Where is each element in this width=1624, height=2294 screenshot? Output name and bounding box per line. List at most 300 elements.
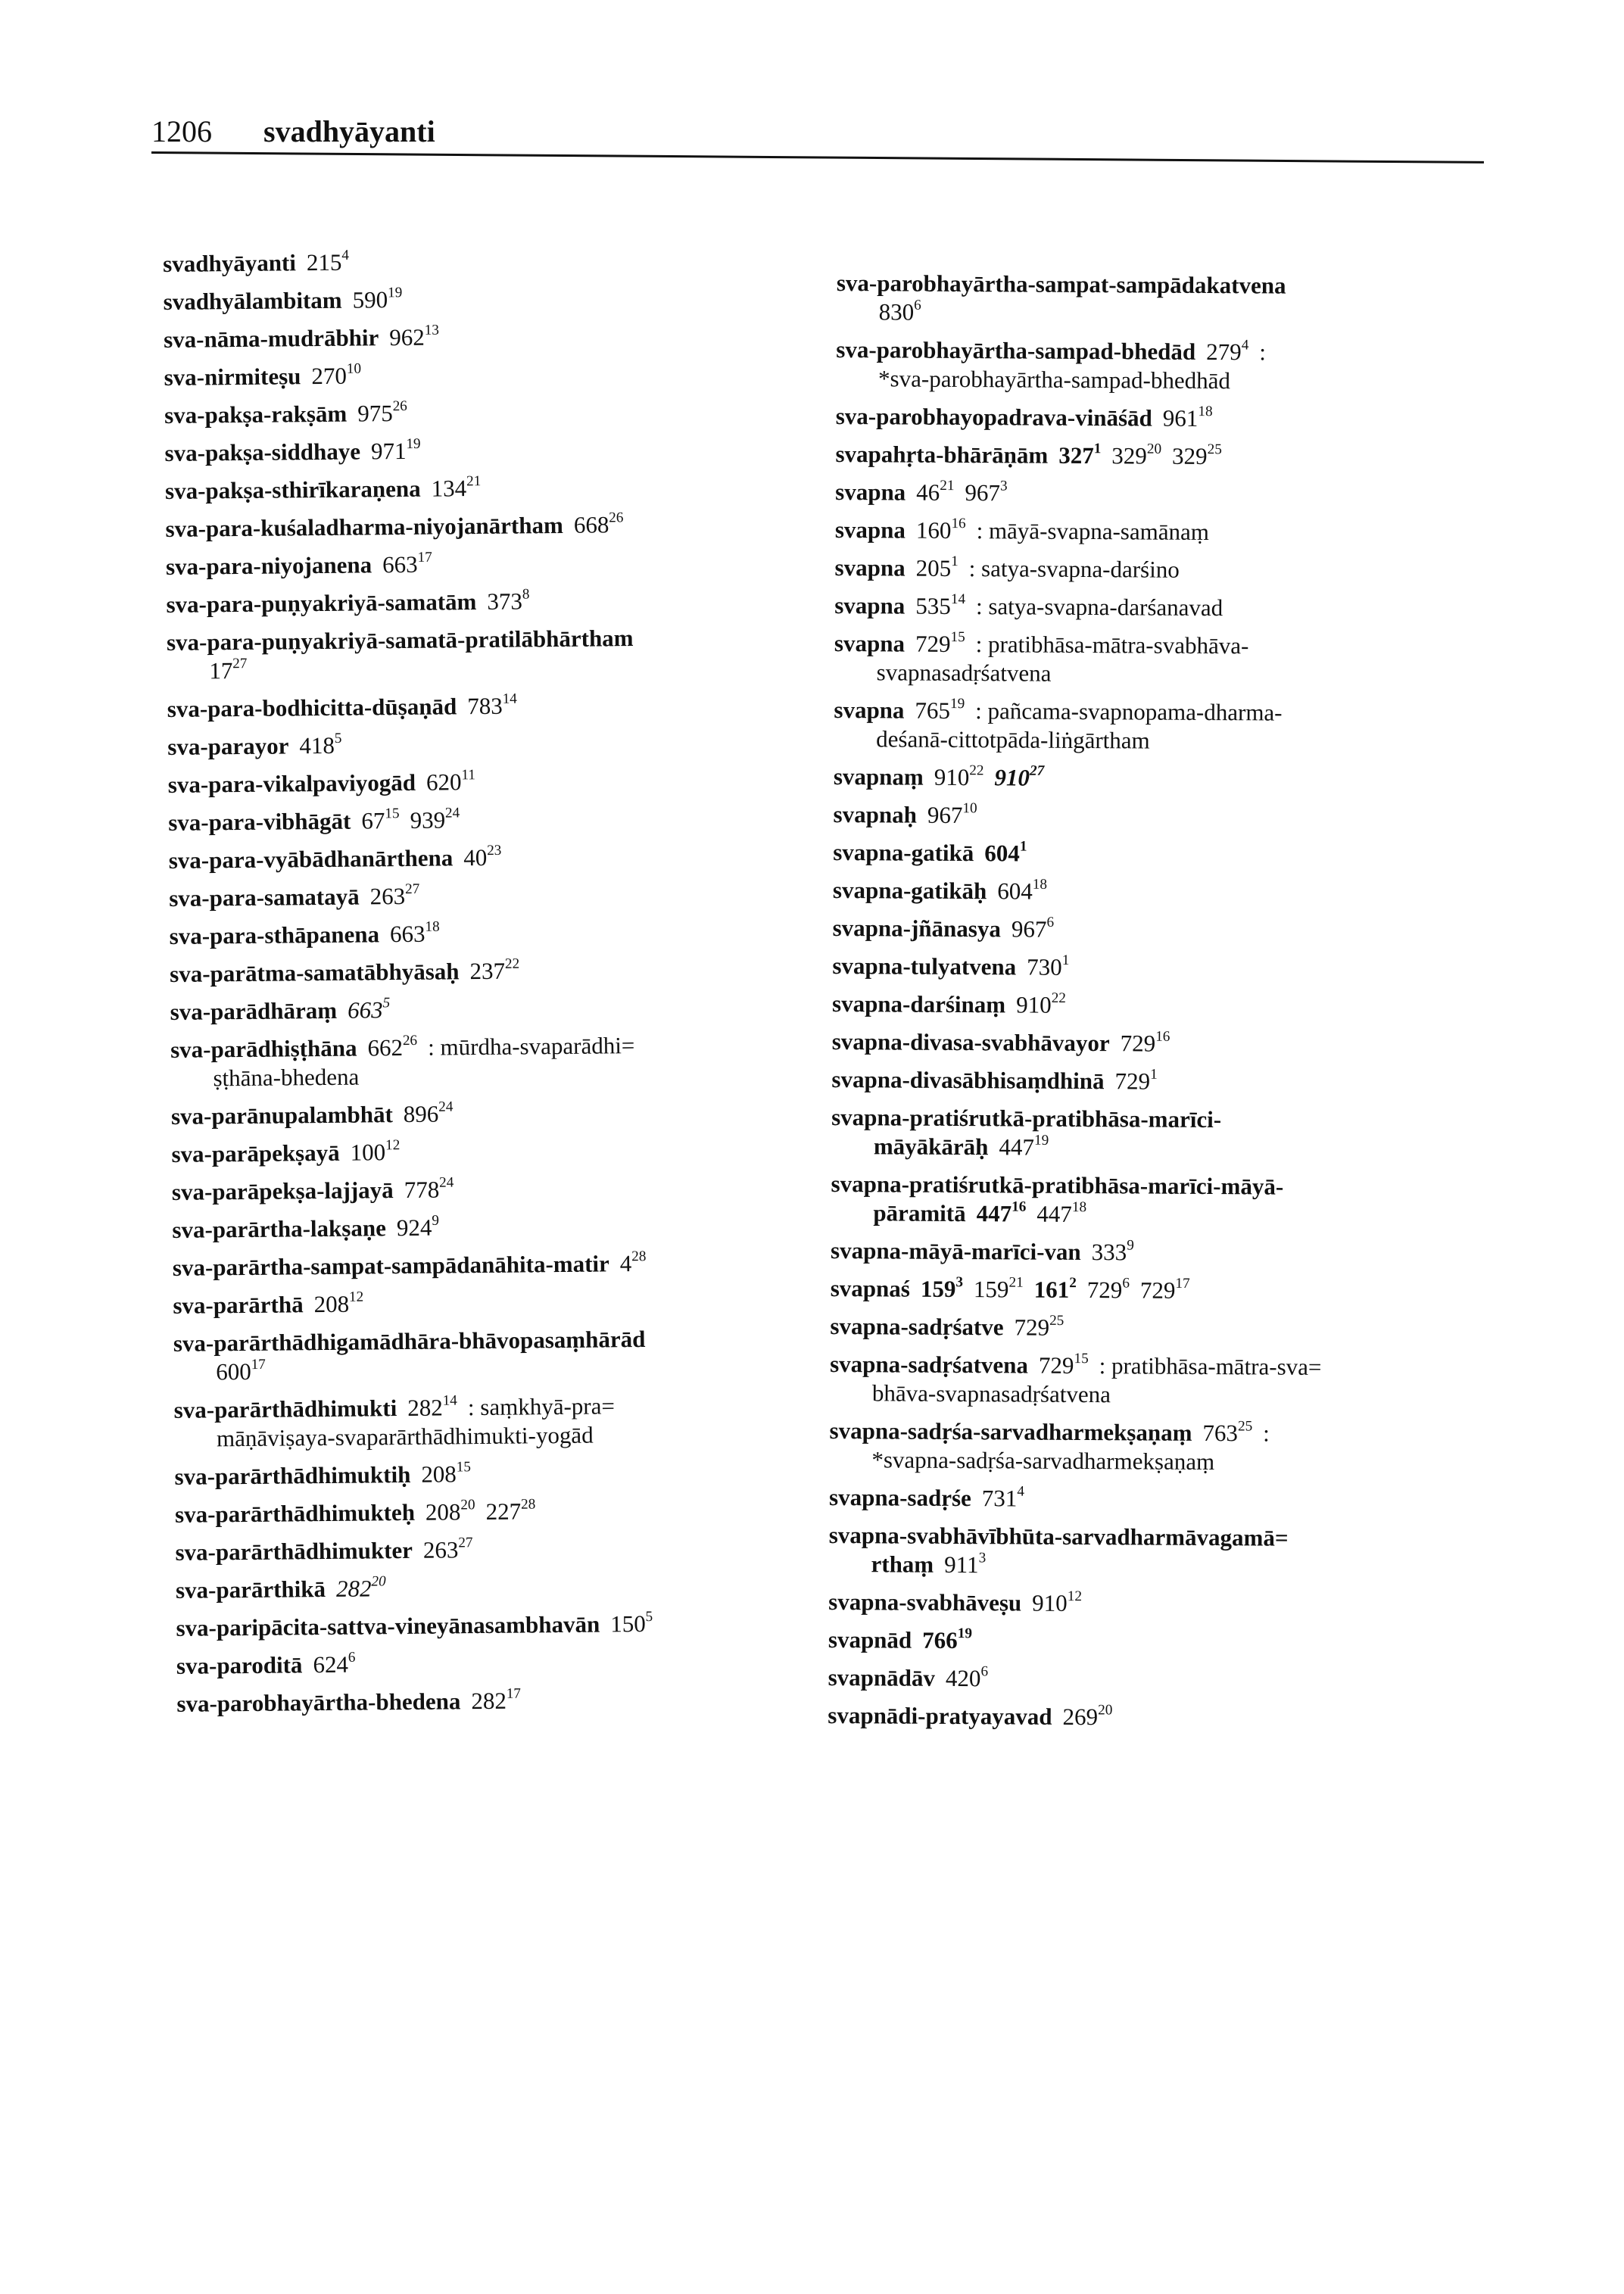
- cross-reference: :: [1259, 338, 1267, 366]
- entry-references: [1027, 954, 1080, 980]
- line-number-ref: 24: [439, 1174, 454, 1191]
- index-entry: [165, 508, 846, 544]
- entry-continuation: [829, 1445, 1480, 1478]
- entry-headword: svapna-sadṛśa-sarvadharmekṣaṇaṃ: [829, 1417, 1192, 1446]
- entry-headword: sva-parātma-samatābhyāsaḥ: [170, 958, 460, 987]
- entry-references: [389, 323, 450, 351]
- page-number-ref: 604: [997, 877, 1033, 905]
- entry-references: [426, 768, 486, 796]
- page-number-ref: 100: [350, 1139, 386, 1166]
- index-entry: [829, 1417, 1480, 1478]
- line-number-ref: 27: [1029, 762, 1045, 779]
- entry-references: [977, 1200, 1098, 1227]
- index-entry: [172, 1209, 853, 1245]
- index-entry: [176, 1683, 858, 1719]
- page-number-ref: 237: [469, 957, 506, 985]
- entry-references: [915, 631, 976, 657]
- page-reference: [1039, 1352, 1089, 1379]
- entry-continuation: [836, 364, 1487, 397]
- index-entry: [835, 516, 1486, 548]
- entry-headword: svapahṛta-bhārāṇām: [835, 440, 1049, 469]
- page-reference: [946, 1665, 988, 1691]
- line-number-ref: 15: [385, 806, 400, 822]
- page-reference: [994, 764, 1044, 790]
- index-entry: [166, 584, 847, 619]
- entry-headword: sva-parārthā: [173, 1291, 304, 1319]
- entry-references: [1032, 1590, 1093, 1616]
- page-reference: [423, 1536, 473, 1563]
- entry-headword: sva-parādhāraṃ: [170, 996, 338, 1025]
- entry-references: [916, 555, 969, 581]
- page-reference: [915, 697, 965, 724]
- page-number-ref: 447: [1036, 1200, 1072, 1227]
- page-reference: [1121, 1030, 1170, 1056]
- entry-references: [350, 1139, 410, 1166]
- entry-headword: svadhyāyanti: [163, 249, 297, 277]
- entry-continuation: [830, 1379, 1481, 1411]
- entry-references: [927, 802, 988, 828]
- entry-headword: sva-parobhayārtha-sampad-bhedād: [836, 335, 1196, 365]
- entry-references: [916, 517, 977, 544]
- index-entry: [828, 1663, 1479, 1696]
- entry-headword: svapnaṃ: [833, 762, 924, 790]
- line-number-ref: 22: [1051, 990, 1066, 1007]
- page-number-ref: 783: [467, 692, 503, 720]
- entry-references: [469, 957, 530, 984]
- entry-references: [1206, 338, 1259, 365]
- page-number-ref: 134: [431, 475, 467, 502]
- page-number-ref: 282: [471, 1687, 507, 1715]
- index-column-right: [828, 269, 1488, 1743]
- entry-headword: svapna-pratiśrutkā-pratibhāsa-marīci-māyā-: [831, 1170, 1284, 1200]
- entry-references: [1014, 1314, 1074, 1340]
- page-number-ref: 939: [410, 806, 446, 834]
- entry-references: [404, 1100, 464, 1127]
- index-entry: [163, 243, 844, 279]
- index-entry: [170, 1029, 853, 1093]
- entry-headword: sva-nirmiteṣu: [164, 363, 301, 391]
- entry-headword: sva-parāpekṣa-lajjayā: [171, 1177, 394, 1205]
- line-number-ref: 10: [346, 360, 362, 377]
- index-entry: [834, 591, 1485, 624]
- page-reference: [921, 1276, 963, 1302]
- page-reference: [1114, 1068, 1157, 1094]
- page-reference: [367, 1034, 417, 1061]
- entry-headword: svapna-divasābhisaṃdhinā: [831, 1065, 1105, 1095]
- entry-references: [574, 511, 634, 538]
- page-number-ref: 279: [1206, 338, 1242, 366]
- entry-references: [1016, 991, 1077, 1018]
- entry-headword: sva-parārthādhimukti: [173, 1395, 397, 1423]
- page-reference: [927, 802, 977, 828]
- page-reference: [934, 764, 984, 790]
- page-reference: [407, 1394, 457, 1421]
- entry-references: [487, 588, 540, 615]
- entry-headword: svapna: [834, 629, 906, 657]
- page-number-ref: 418: [299, 731, 335, 759]
- index-column-left: [163, 243, 859, 1728]
- line-number-ref: 16: [1011, 1198, 1027, 1215]
- index-entry: [167, 726, 849, 762]
- page-number-ref: 730: [1027, 953, 1062, 980]
- page-number-ref: 967: [927, 801, 963, 829]
- index-entry: [168, 802, 849, 837]
- index-entry: [174, 1456, 856, 1491]
- entry-headword: svapna-sadṛśe: [828, 1483, 971, 1512]
- index-entry: [164, 357, 845, 392]
- page-number-ref: 159: [973, 1276, 1009, 1303]
- index-entry: [173, 1247, 854, 1283]
- entry-headword: svapna: [835, 478, 906, 506]
- page-number-ref: 663: [382, 550, 418, 578]
- page-number-ref: 333: [1091, 1239, 1127, 1266]
- entry-continuation: [828, 1550, 1479, 1582]
- page-reference: [357, 400, 407, 427]
- entry-references: [915, 697, 975, 724]
- entry-headword: sva-para-puṇyakriyā-samatām: [166, 588, 477, 618]
- index-entry: [834, 762, 1485, 795]
- line-number-ref: 3: [955, 1274, 964, 1291]
- entry-headword: sva-parānupalambhāt: [170, 1101, 394, 1130]
- line-number-ref: 9: [1127, 1237, 1134, 1254]
- page-number-ref: 662: [367, 1034, 404, 1061]
- page-reference: [410, 806, 460, 834]
- entry-headword: sva-para-vibhāgāt: [168, 807, 351, 836]
- line-number-ref: 15: [456, 1459, 472, 1476]
- index-entry: [170, 991, 851, 1027]
- index-entry: [833, 876, 1484, 909]
- entry-headword: svapna-māyā-marīci-van: [830, 1236, 1081, 1265]
- entry-headword: sva-parāpekṣayā: [171, 1139, 340, 1167]
- page-reference: [1016, 991, 1066, 1018]
- page-reference: [463, 844, 502, 871]
- page-number-ref: 729: [1139, 1276, 1176, 1304]
- page-reference: [915, 593, 965, 619]
- entry-headword: svapna-tulyatvena: [832, 952, 1017, 980]
- page-number-ref: 910: [994, 764, 1030, 791]
- entry-headword: sva-parādhiṣṭhāna: [170, 1034, 357, 1063]
- page-number-ref: 731: [981, 1485, 1018, 1512]
- entry-references: [307, 249, 360, 276]
- index-entry: [171, 1133, 853, 1169]
- line-number-ref: 6: [980, 1663, 989, 1680]
- page-number-ref: 663: [347, 996, 383, 1024]
- page-reference: [426, 768, 475, 796]
- index-entry: [831, 1065, 1482, 1098]
- page-reference: [389, 324, 439, 351]
- page-number-ref: 830: [878, 298, 915, 326]
- page-number-ref: 227: [485, 1498, 522, 1525]
- page-number-ref: 263: [369, 882, 406, 910]
- entry-references: [1011, 915, 1064, 942]
- entry-references: [921, 1276, 1201, 1304]
- entry-continuation: [834, 725, 1485, 757]
- entry-references: [916, 479, 1018, 506]
- entry-references: [1058, 442, 1233, 469]
- entry-headword: svapna-jñānasya: [832, 914, 1002, 943]
- entry-headword: svadhyālambitam: [163, 286, 342, 315]
- entry-headword: sva-parobhayopadrava-vināśād: [835, 402, 1152, 432]
- line-number-ref: 17: [417, 549, 432, 566]
- entry-references: [311, 362, 372, 389]
- cross-reference: : pratibhāsa-mātra-sva=: [1099, 1352, 1322, 1380]
- page-reference: [1163, 405, 1213, 432]
- page-reference: [431, 475, 481, 502]
- entry-continuation: [837, 298, 1488, 330]
- entry-references: [352, 286, 413, 313]
- page-reference: [1014, 1314, 1064, 1340]
- entry-headword: svapna: [834, 696, 905, 724]
- entry-references: [390, 920, 450, 947]
- page-number-ref: 447: [976, 1200, 1012, 1227]
- line-number-ref: 4: [1241, 337, 1249, 354]
- line-number-ref: 6: [914, 297, 921, 313]
- page-number-ref: 263: [422, 1536, 459, 1563]
- page-number-ref: 327: [1058, 441, 1094, 469]
- entry-headword: svapnaḥ: [833, 800, 918, 828]
- page-number-ref: 17: [209, 657, 233, 684]
- entry-headword: sva-parārtha-sampat-sampādanāhita-matir: [172, 1250, 609, 1281]
- entry-headword: svapna-svabhāveṣu: [828, 1588, 1022, 1616]
- index-entry: [833, 800, 1484, 833]
- page-reference: [997, 877, 1047, 904]
- entry-references: [467, 692, 528, 719]
- line-number-ref: 19: [406, 435, 421, 453]
- page-reference: [382, 551, 432, 578]
- page-reference: [299, 732, 341, 759]
- page-reference: [982, 1485, 1024, 1511]
- line-number-ref: 18: [425, 918, 440, 935]
- index-entry: [835, 440, 1486, 472]
- page-number-ref: 215: [306, 248, 342, 276]
- line-number-ref: 27: [232, 656, 248, 672]
- page-reference: [974, 1276, 1024, 1302]
- entry-headword: sva-parārthādhimukter: [175, 1536, 413, 1566]
- page-number-ref: 971: [370, 437, 407, 465]
- entry-references: [915, 593, 976, 619]
- page-number-ref: 896: [403, 1100, 439, 1128]
- page-number-ref: 160: [915, 516, 952, 544]
- page-number-ref: 420: [945, 1664, 981, 1692]
- entry-references: [944, 1551, 996, 1578]
- entry-references: [1121, 1030, 1181, 1056]
- entry-references: [1202, 1420, 1263, 1446]
- index-entry: [176, 1607, 857, 1643]
- entry-references: [209, 657, 258, 684]
- line-number-ref: 6: [1046, 914, 1055, 930]
- line-number-ref: 27: [458, 1535, 473, 1551]
- index-entry: [169, 840, 850, 875]
- page-number-ref: 208: [313, 1290, 350, 1318]
- page-number-ref: 910: [1016, 991, 1052, 1018]
- line-number-ref: 20: [460, 1497, 475, 1513]
- page-reference: [916, 517, 966, 544]
- line-number-ref: 26: [392, 398, 407, 415]
- index-entry: [174, 1389, 856, 1454]
- index-entry: [172, 1171, 853, 1207]
- entry-references: [999, 1133, 1059, 1160]
- index-entry: [831, 1170, 1482, 1231]
- line-number-ref: 21: [1008, 1274, 1024, 1291]
- entry-references: [336, 1575, 397, 1602]
- page-number-ref: 975: [357, 400, 393, 427]
- entry-references: [216, 1358, 276, 1385]
- entry-headword: sva-nāma-mudrābhir: [163, 324, 379, 353]
- page-number-ref: 282: [407, 1394, 443, 1421]
- page-number-ref: 924: [396, 1214, 432, 1242]
- index-entry: [836, 402, 1487, 435]
- entry-headword: svapna-divasa-svabhāvayor: [831, 1027, 1110, 1057]
- line-number-ref: 22: [504, 955, 520, 972]
- entry-continuation: [170, 1058, 852, 1093]
- page-number-ref: 535: [915, 592, 951, 619]
- entry-references: [299, 732, 352, 759]
- cross-reference-continuation: ṣṭhāna-bhedena: [213, 1063, 360, 1092]
- cross-reference: : pratibhāsa-mātra-svabhāva-: [975, 631, 1249, 659]
- index-entry: [835, 478, 1486, 510]
- page-number-ref: 624: [313, 1650, 349, 1678]
- line-number-ref: 24: [438, 1099, 454, 1115]
- line-number-ref: 19: [949, 696, 965, 712]
- index-entry: [165, 470, 846, 506]
- entry-headword: sva-parārthādhimukteḥ: [174, 1498, 416, 1528]
- page-reference: [404, 1100, 454, 1127]
- page-number-ref: 447: [999, 1133, 1035, 1161]
- line-number-ref: 2: [1069, 1275, 1077, 1292]
- index-entry: [168, 764, 849, 799]
- line-number-ref: 22: [969, 762, 984, 779]
- line-number-ref: 17: [506, 1685, 522, 1702]
- page-reference: [209, 657, 248, 684]
- page-number-ref: 778: [404, 1176, 440, 1203]
- page-reference: [471, 1685, 522, 1715]
- index-entry: [175, 1494, 856, 1529]
- entry-headword: sva-para-bodhicitta-dūṣaṇād: [167, 693, 457, 722]
- line-number-ref: 19: [1033, 1132, 1049, 1149]
- page-number-ref: 604: [984, 840, 1020, 867]
- header-rule: [151, 151, 1484, 164]
- page-reference: [487, 588, 529, 615]
- entry-continuation: [831, 1132, 1482, 1164]
- entry-headword: svapnādi-pratyayavad: [828, 1701, 1052, 1730]
- running-head: svadhyāyanti: [263, 114, 435, 148]
- entry-references: [421, 1460, 482, 1488]
- line-number-ref: 26: [402, 1032, 418, 1049]
- entry-headword: svapna-pratiśrutkā-pratibhāsa-marīci-: [831, 1103, 1222, 1133]
- line-number-ref: 11: [461, 767, 476, 784]
- index-entry: [828, 1521, 1479, 1582]
- entry-headword: sva-paroditā: [176, 1651, 303, 1679]
- entry-references: [367, 1034, 428, 1061]
- line-number-ref: 20: [371, 1573, 386, 1590]
- page-number-ref: 40: [463, 843, 488, 871]
- entry-headword: svapna: [834, 591, 906, 619]
- headword-continuation: rthaṃ: [871, 1551, 934, 1578]
- index-entry: [832, 1027, 1483, 1060]
- line-number-ref: 25: [1207, 441, 1222, 458]
- page-reference: [348, 996, 390, 1024]
- page-reference: [369, 883, 419, 910]
- page-reference: [1172, 443, 1222, 469]
- line-number-ref: 21: [466, 473, 482, 490]
- page-number-ref: 208: [421, 1460, 457, 1488]
- page-reference: [916, 479, 954, 506]
- entry-headword: sva-para-kuśaladharma-niyojanārtham: [165, 511, 564, 542]
- page-reference: [421, 1460, 471, 1488]
- line-number-ref: 21: [940, 478, 955, 494]
- index-entry: [834, 696, 1485, 757]
- entry-references: [348, 996, 401, 1024]
- page-reference: [311, 362, 361, 389]
- entry-references: [407, 1394, 468, 1421]
- line-number-ref: 6: [348, 1649, 356, 1666]
- page-number-ref: 668: [573, 511, 609, 538]
- line-number-ref: 20: [1146, 441, 1162, 457]
- page-reference: [1027, 954, 1069, 980]
- entry-references: [997, 877, 1058, 904]
- entry-references: [471, 1687, 531, 1714]
- line-number-ref: 12: [1067, 1588, 1083, 1605]
- page-reference: [216, 1358, 266, 1385]
- entry-headword: svapna-gatikāḥ: [832, 876, 987, 905]
- cross-reference: : satya-svapna-darśanavad: [975, 593, 1223, 622]
- entry-headword: sva-parārtha-lakṣaṇe: [172, 1214, 387, 1243]
- entry-references: [382, 550, 443, 578]
- index-entry: [164, 432, 846, 468]
- page-reference: [361, 807, 400, 834]
- cross-reference-continuation: *sva-parobhayārtha-sampad-bhedhād: [878, 365, 1231, 394]
- index-entry: [166, 546, 847, 581]
- page-reference: [467, 690, 517, 720]
- index-entry: [828, 1625, 1479, 1658]
- page-reference: [389, 918, 440, 948]
- entry-continuation: [174, 1418, 856, 1454]
- entry-references: [369, 883, 430, 910]
- entry-headword: sva-pakṣa-rakṣām: [164, 400, 348, 429]
- line-number-ref: 12: [385, 1137, 401, 1154]
- entry-references: [463, 844, 513, 871]
- entry-references: [1039, 1352, 1099, 1379]
- line-number-ref: 15: [1074, 1351, 1089, 1367]
- index-entry: [170, 953, 851, 989]
- page-reference: [1140, 1276, 1190, 1303]
- line-number-ref: 1: [1061, 952, 1070, 969]
- page-number-ref: 911: [944, 1551, 979, 1579]
- page-number-ref: 600: [216, 1357, 251, 1385]
- line-number-ref: 5: [645, 1609, 653, 1625]
- entry-references: [984, 840, 1037, 866]
- page-reference: [916, 555, 959, 581]
- index-entry: [831, 1103, 1482, 1164]
- page-number-ref: 282: [335, 1575, 372, 1602]
- line-number-ref: 27: [404, 881, 420, 898]
- index-entry: [169, 877, 850, 913]
- line-number-ref: 28: [520, 1496, 536, 1513]
- line-number-ref: 14: [442, 1392, 457, 1409]
- entry-headword: svapnād: [828, 1625, 912, 1653]
- page-reference: [999, 1133, 1049, 1160]
- line-number-ref: 10: [962, 800, 977, 817]
- index-entry: [831, 1274, 1482, 1307]
- page-reference: [915, 631, 965, 657]
- page-reference: [922, 1627, 972, 1653]
- entry-references: [1063, 1703, 1124, 1730]
- page-number-ref: 765: [915, 697, 951, 724]
- index-entry: [828, 1588, 1479, 1620]
- line-number-ref: 17: [251, 1356, 266, 1373]
- cross-reference: : mūrdha-svaparādhi=: [428, 1032, 635, 1061]
- entry-references: [922, 1627, 983, 1653]
